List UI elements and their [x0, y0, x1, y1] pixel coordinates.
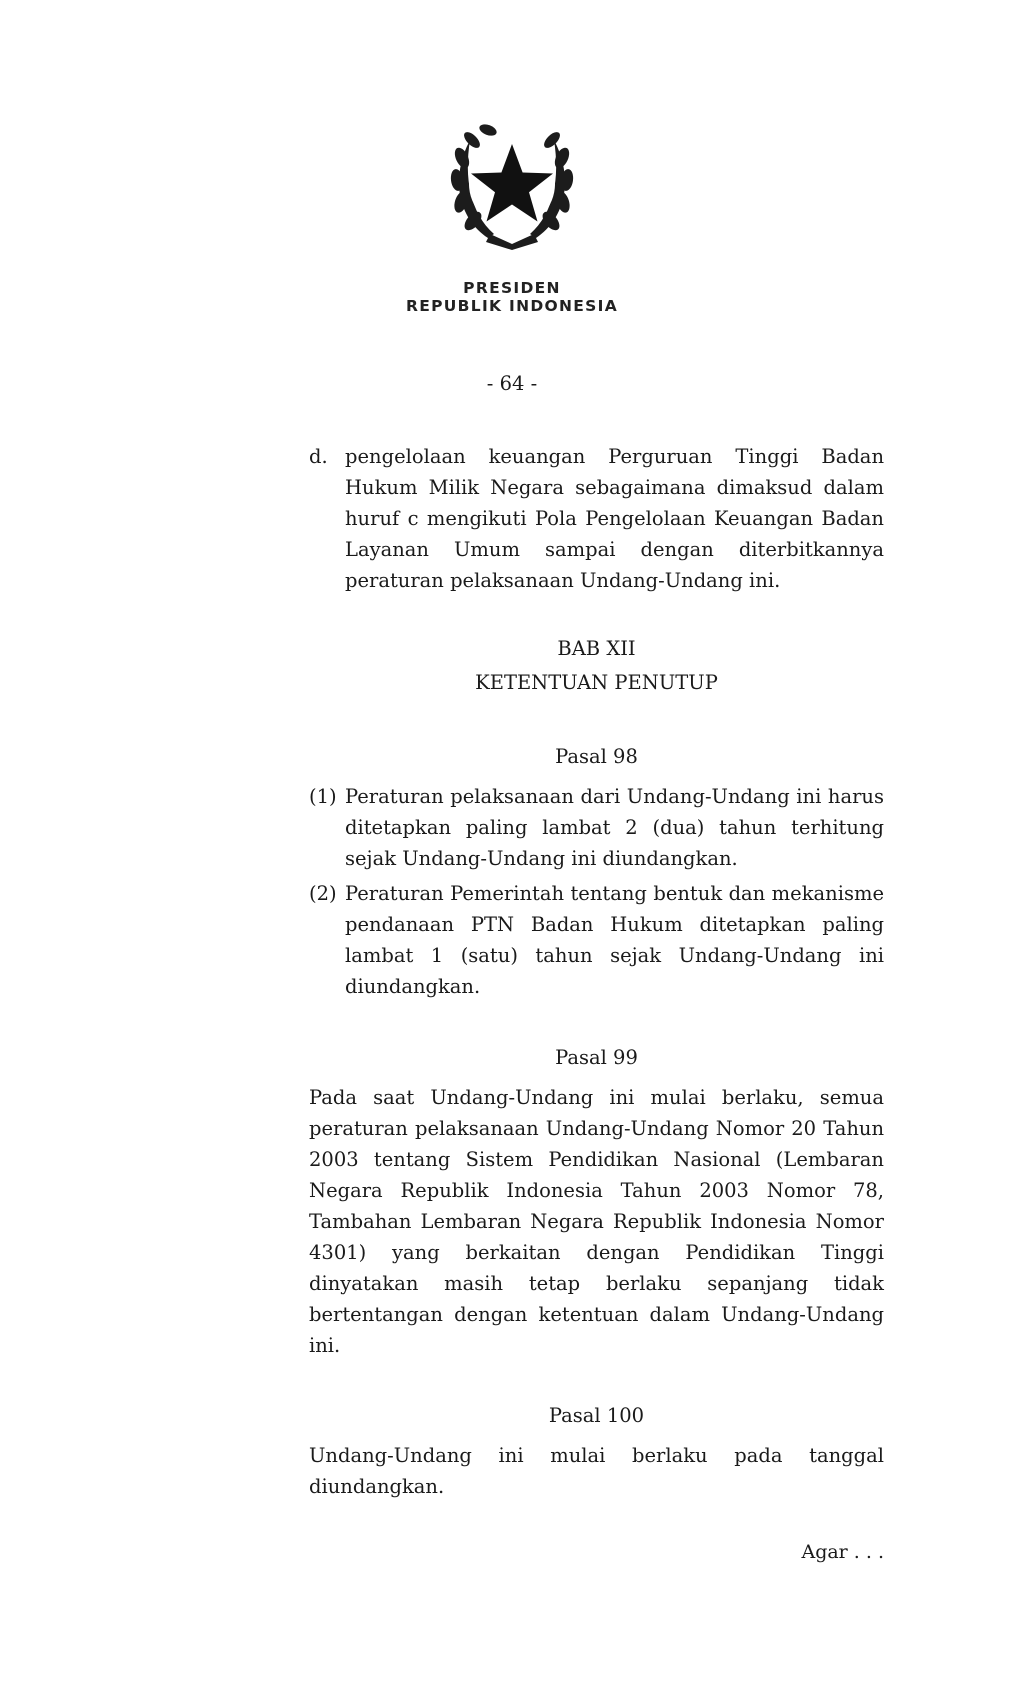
- article-99-title: Pasal 99: [555, 1046, 638, 1069]
- page-number: - 64 -: [486, 372, 538, 395]
- article-98-title: Pasal 98: [555, 745, 638, 768]
- article-100-title: Pasal 100: [548, 1404, 645, 1427]
- chapter-number: BAB XII: [557, 637, 636, 660]
- presidential-seal-icon: [448, 118, 576, 250]
- article-99-text: Pada saat Undang-Undang ini mulai berlaku, semua peraturan pelaksanaan Undang-Undang Nomor 20 Tahun 2003 tentang Sistem Pendidikan Nasional (Lembaran Negara Republik Indonesia Tahun 2003 Nomor 78, Tambahan Lembaran Negara Republik Indonesia Nomor 4301) yang berkaitan dengan Pendidikan Tinggi dinyatakan masih tetap berlaku sepanjang tidak bertentangan dengan ketentuan dalam Undang-Undang ini.: [309, 1086, 884, 1357]
- list-item-label: d.: [309, 445, 328, 468]
- article-98-clause-2: [309, 878, 884, 1003]
- list-item-text: pengelolaan keuangan Perguruan Tinggi Badan Hukum Milik Negara sebagaimana dimaksud dalam huruf c mengikuti Pola Pengelolaan Keuangan Badan Layanan Umum sampai dengan diterbitkannya peraturan pelaksanaan Undang-Undang ini.: [345, 445, 884, 592]
- clause-text: Peraturan Pemerintah tentang bentuk dan mekanisme pendanaan PTN Badan Hukum ditetapkan paling lambat 1 (satu) tahun sejak Undang-Undang ini diundangkan.: [345, 882, 884, 998]
- article-100-text: Undang-Undang ini mulai berlaku pada tanggal diundangkan.: [309, 1444, 884, 1498]
- chapter-title: KETENTUAN PENUTUP: [475, 671, 718, 694]
- header-title-line-1: PRESIDEN: [463, 279, 561, 297]
- header-title-line-2: REPUBLIK INDONESIA: [405, 297, 618, 315]
- clause-text: Peraturan pelaksanaan dari Undang-Undang ini harus ditetapkan paling lambat 2 (dua) tahun terhitung sejak Undang-Undang ini diundangkan.: [345, 785, 884, 870]
- clause-label: (1): [309, 785, 337, 808]
- article-98-clause-1: [309, 781, 884, 876]
- continuation-marker: Agar . . .: [801, 1541, 884, 1563]
- clause-label: (2): [309, 882, 337, 905]
- list-item-d: [309, 441, 884, 601]
